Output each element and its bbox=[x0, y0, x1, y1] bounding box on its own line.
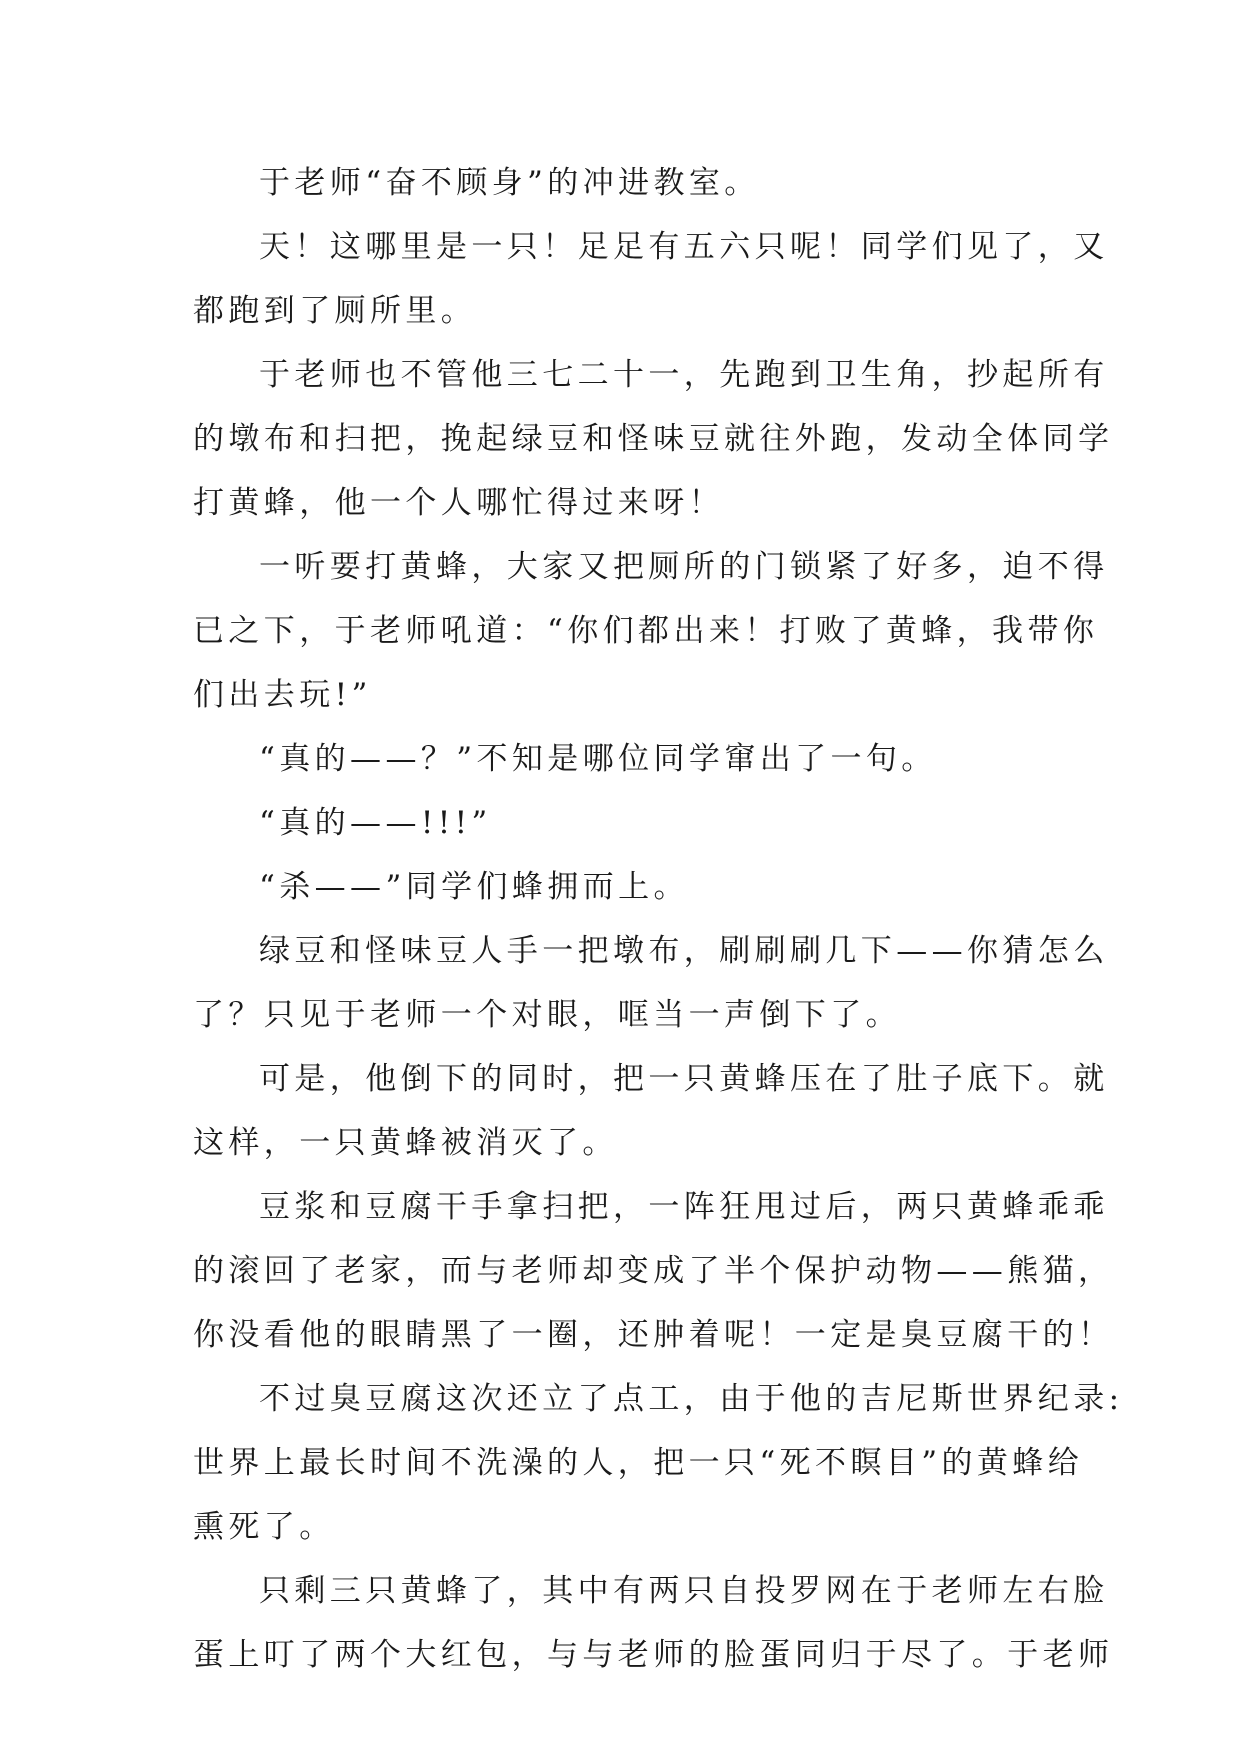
text-line: 蛋上叮了两个大红包，与与老师的脸蛋同归于尽了。于老师 bbox=[193, 1637, 1114, 1673]
text-line: 于老师“奋不顾身”的冲进教室。 bbox=[259, 165, 760, 201]
text-line: 只剩三只黄蜂了，其中有两只自投罗网在于老师左右脸 bbox=[259, 1573, 1109, 1609]
text-line: 于老师也不管他三七二十一，先跑到卫生角，抄起所有 bbox=[259, 357, 1109, 393]
text-line: 绿豆和怪味豆人手一把墩布，刷刷刷几下——你猜怎么 bbox=[259, 933, 1109, 969]
text-line: 这样，一只黄蜂被消灭了。 bbox=[193, 1125, 618, 1161]
text-line: 都跑到了厕所里。 bbox=[193, 293, 477, 329]
text-line: 可是，他倒下的同时，把一只黄蜂压在了肚子底下。就 bbox=[259, 1061, 1109, 1097]
text-line: 豆浆和豆腐干手拿扫把，一阵狂甩过后，两只黄蜂乖乖 bbox=[259, 1189, 1109, 1225]
text-line: 天！这哪里是一只！足足有五六只呢！同学们见了，又 bbox=[259, 229, 1109, 265]
text-line: 世界上最长时间不洗澡的人，把一只“死不瞑目”的黄蜂给 bbox=[193, 1445, 1084, 1481]
text-line: 打黄蜂，他一个人哪忙得过来呀！ bbox=[193, 485, 724, 521]
text-line: 了？只见于老师一个对眼，哐当一声倒下了。 bbox=[193, 997, 901, 1033]
text-line: 们出去玩!” bbox=[193, 677, 372, 713]
text-line: 熏死了。 bbox=[193, 1509, 335, 1545]
text-line: 你没看他的眼睛黑了一圈，还肿着呢！一定是臭豆腐干的！ bbox=[193, 1317, 1114, 1353]
text-line: 不过臭豆腐这次还立了点工，由于他的吉尼斯世界纪录: bbox=[259, 1381, 1124, 1417]
text-line: “杀——”同学们蜂拥而上。 bbox=[259, 869, 689, 905]
text-line: “真的——!!!” bbox=[259, 805, 492, 841]
text-line: “真的——？”不知是哪位同学窜出了一句。 bbox=[259, 741, 937, 777]
text-line: 的墩布和扫把，挽起绿豆和怪味豆就往外跑，发动全体同学 bbox=[193, 421, 1114, 457]
text-line: 已之下，于老师吼道：“你们都出来！打败了黄蜂，我带你 bbox=[193, 613, 1099, 649]
story-text bbox=[193, 151, 1124, 1687]
text-line: 一听要打黄蜂，大家又把厕所的门锁紧了好多，迫不得 bbox=[259, 549, 1109, 585]
text-line: 的滚回了老家，而与老师却变成了半个保护动物——熊猫， bbox=[193, 1253, 1114, 1289]
